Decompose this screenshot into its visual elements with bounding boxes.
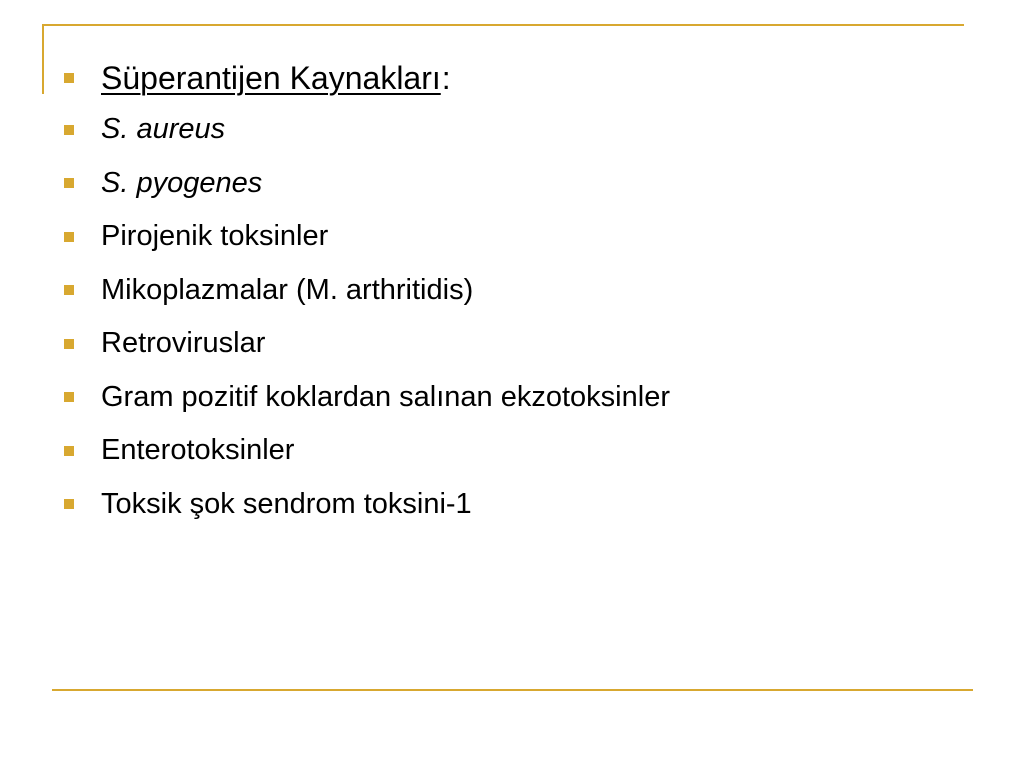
list-item — [64, 157, 670, 211]
square-bullet-icon — [64, 339, 74, 349]
list-item — [64, 478, 670, 532]
list-item-text: Toksik şok sendrom toksini-1 — [101, 487, 472, 520]
square-bullet-icon — [64, 446, 74, 456]
bottom-decorative-rule — [52, 689, 973, 691]
list-item — [64, 317, 670, 371]
list-item-text: Gram pozitif koklardan salınan ekzotoksinler — [101, 380, 670, 413]
left-decorative-rule — [42, 24, 44, 94]
list-item-text: S. pyogenes — [101, 166, 263, 199]
bullet-list — [64, 52, 670, 531]
list-item — [64, 371, 670, 425]
list-item-text: Mikoplazmalar (M. arthritidis) — [101, 273, 474, 306]
square-bullet-icon — [64, 232, 74, 242]
square-bullet-icon — [64, 125, 74, 135]
top-decorative-rule — [42, 24, 964, 26]
list-heading — [64, 52, 670, 103]
list-item — [64, 264, 670, 318]
square-bullet-icon — [64, 73, 74, 83]
square-bullet-icon — [64, 392, 74, 402]
list-item-text: Enterotoksinler — [101, 434, 295, 467]
heading-label: Süperantijen Kaynakları — [101, 59, 441, 96]
list-item — [64, 424, 670, 478]
heading-colon: : — [441, 59, 451, 96]
list-item-text: Pirojenik toksinler — [101, 220, 329, 253]
list-item — [64, 103, 670, 157]
heading-text — [101, 59, 451, 96]
list-item — [64, 210, 670, 264]
square-bullet-icon — [64, 499, 74, 509]
square-bullet-icon — [64, 178, 74, 188]
square-bullet-icon — [64, 285, 74, 295]
list-item-text: S. aureus — [101, 113, 226, 146]
list-item-text: Retroviruslar — [101, 327, 266, 360]
